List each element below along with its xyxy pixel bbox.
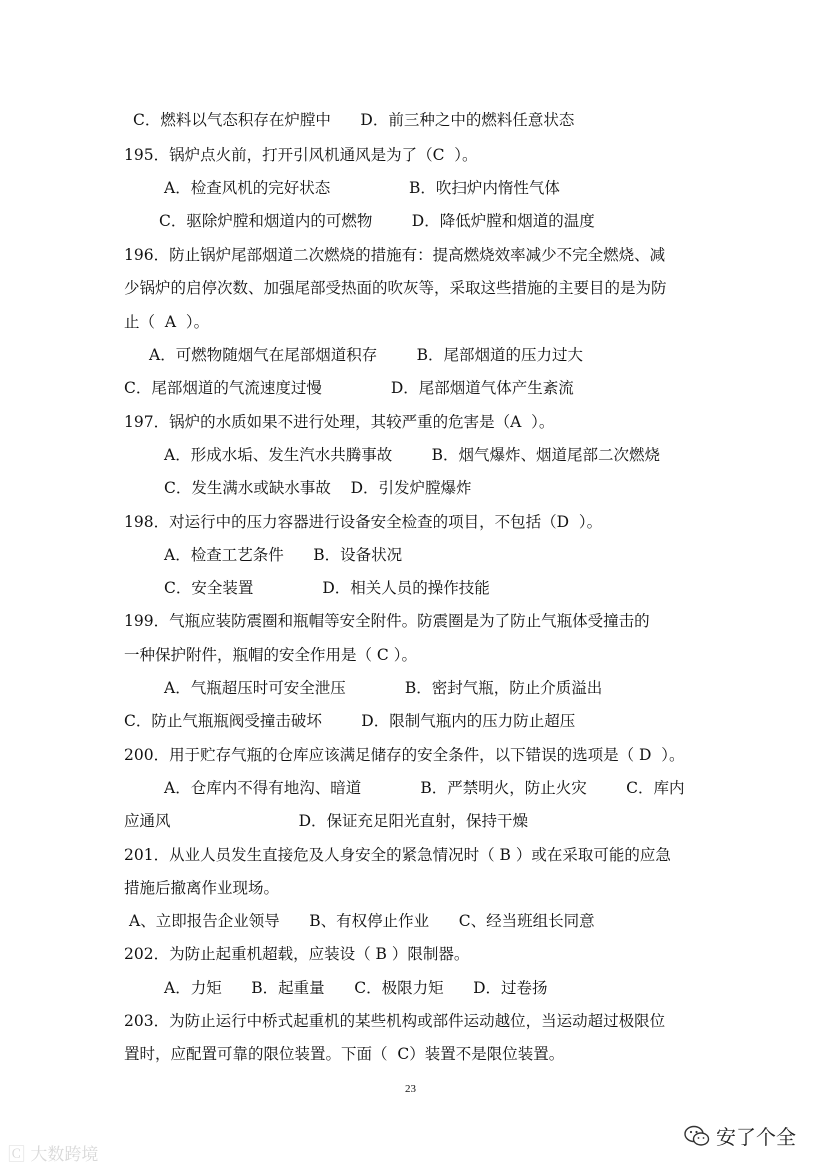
text-line: 一种保护附件，瓶帽的安全作用是（ C ）。 bbox=[124, 646, 417, 664]
options-line: C．发生满水或缺水事故 D．引发炉膛爆炸 bbox=[164, 479, 472, 497]
question-196: 196．防止锅炉尾部烟道二次燃烧的措施有：提高燃烧效率减少不完全燃烧、减 bbox=[124, 246, 666, 264]
question-199: 199．气瓶应装防震圈和瓶帽等安全附件。防震圈是为了防止气瓶体受撞击的 bbox=[124, 612, 650, 630]
options-line: 应通风 D．保证充足阳光直射，保持干燥 bbox=[124, 812, 529, 830]
question-202: 202．为防止起重机超载，应装设（ B ）限制器。 bbox=[124, 945, 470, 963]
text-line: 措施后撤离作业现场。 bbox=[124, 879, 280, 897]
text-line: 止（ A ）。 bbox=[124, 313, 210, 331]
options-line: A、立即报告企业领导 B、有权停止作业 C、经当班组长同意 bbox=[129, 912, 595, 930]
question-200: 200．用于贮存气瓶的仓库应该满足储存的安全条件，以下错误的选项是（ D ）。 bbox=[124, 746, 685, 764]
options-line: A．可燃物随烟气在尾部烟道积存 B．尾部烟道的压力过大 bbox=[149, 346, 584, 364]
options-line: A．检查风机的完好状态 B．吹扫炉内惰性气体 bbox=[164, 179, 560, 197]
watermark-right-text: 安了个全 bbox=[716, 1125, 796, 1149]
question-195: 195．锅炉点火前，打开引风机通风是为了（C ）。 bbox=[124, 146, 478, 164]
watermark-right bbox=[684, 1121, 796, 1150]
wechat-icon bbox=[684, 1125, 710, 1147]
watermark-left: 🄲 大数跨境 bbox=[8, 1145, 99, 1165]
options-line: C．驱除炉膛和烟道内的可燃物 D．降低炉膛和烟道的温度 bbox=[159, 212, 595, 230]
question-198: 198．对运行中的压力容器进行设备安全检查的项目，不包括（D ）。 bbox=[124, 513, 603, 531]
options-line: A．气瓶超压时可安全泄压 B．密封气瓶，防止介质溢出 bbox=[164, 679, 603, 697]
options-line: C．安全装置 D．相关人员的操作技能 bbox=[164, 579, 490, 597]
text-line: C．燃料以气态积存在炉膛中 D．前三种之中的燃料任意状态 bbox=[133, 111, 575, 129]
options-line: C．防止气瓶瓶阀受撞击破坏 D．限制气瓶内的压力防止超压 bbox=[124, 712, 576, 730]
text-line: 少锅炉的启停次数、加强尾部受热面的吹灰等，采取这些措施的主要目的是为防 bbox=[124, 279, 667, 297]
text-line: 置时，应配置可靠的限位装置。下面（ C）装置不是限位装置。 bbox=[124, 1045, 565, 1063]
options-line: A．形成水垢、发生汽水共腾事故 B．烟气爆炸、烟道尾部二次燃烧 bbox=[164, 446, 661, 464]
options-line: A．仓库内不得有地沟、暗道 B．严禁明火，防止火灾 C．库内 bbox=[164, 779, 685, 797]
page-number: 23 bbox=[405, 1083, 416, 1095]
question-201: 201．从业人员发生直接危及人身安全的紧急情况时（ B ）或在采取可能的应急 bbox=[124, 846, 671, 864]
options-line: A．力矩 B．起重量 C．极限力矩 D．过卷扬 bbox=[164, 979, 548, 997]
options-line: A．检查工艺条件 B．设备状况 bbox=[164, 546, 403, 564]
question-203: 203．为防止运行中桥式起重机的某些机构或部件运动越位，当运动超过极限位 bbox=[124, 1012, 666, 1030]
question-197: 197．锅炉的水质如果不进行处理，其较严重的危害是（A ）。 bbox=[124, 413, 555, 431]
options-line: C．尾部烟道的气流速度过慢 D．尾部烟道气体产生紊流 bbox=[124, 379, 574, 397]
